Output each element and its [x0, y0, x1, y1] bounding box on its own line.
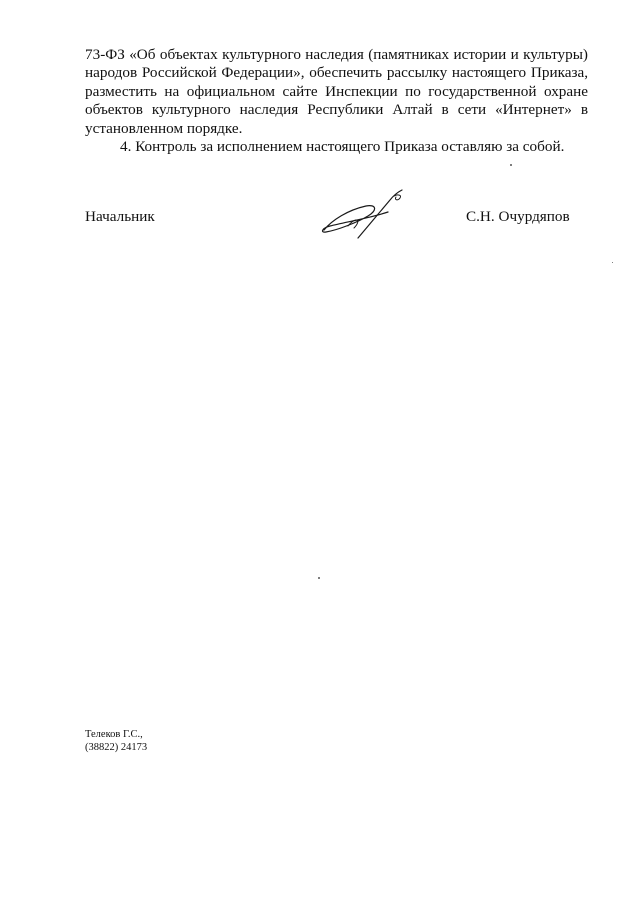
position-title: Начальник [85, 208, 155, 225]
signatory-name: С.Н. Очурдяпов [466, 208, 570, 225]
paragraph-continuation: 73-ФЗ «Об объектах культурного наследия (памятниках истории и культуры) народов Российской Федерации», обеспечить рассылку настоящего Приказа, разместить на официальном сайте Инспекции по государственной охране объектов культурного наследия Республики Алтай в сети «Интернет» в установленном порядке. [85, 46, 588, 137]
scan-speck [510, 164, 512, 166]
handwritten-signature-icon [318, 186, 410, 242]
paragraph-item-4: 4. Контроль за исполнением настоящего Приказа оставляю за собой. [120, 138, 565, 156]
executor-footer [85, 729, 147, 754]
scan-speck [612, 262, 613, 263]
executor-name: Телеков Г.С., [85, 729, 143, 740]
document-body [85, 46, 588, 156]
scan-speck [318, 577, 320, 579]
executor-phone: (38822) 24173 [85, 741, 148, 753]
